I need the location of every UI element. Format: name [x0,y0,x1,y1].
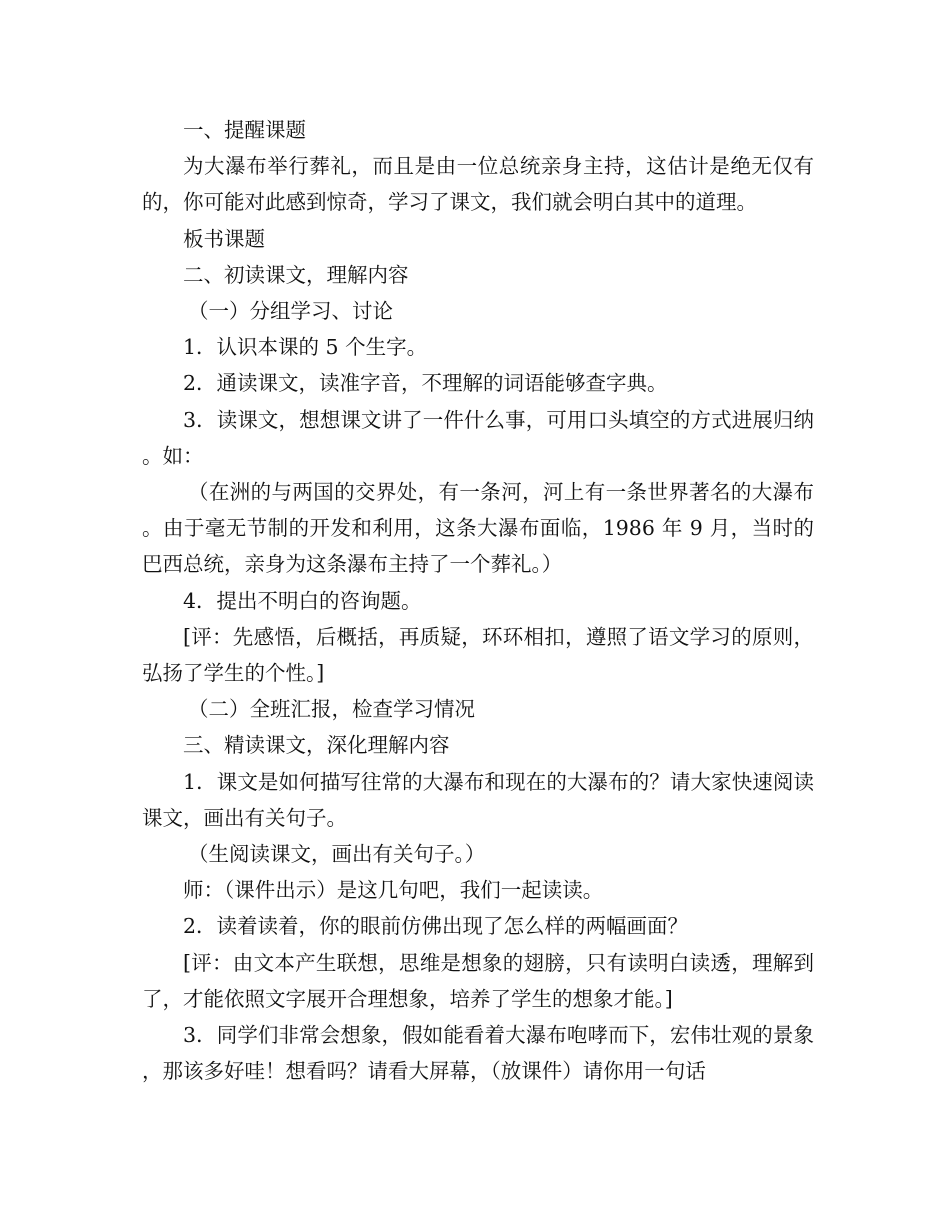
list-item: 1．认识本课的 5 个生字。 [183,335,428,360]
section-heading: 三、精读课文，深化理解内容 [183,733,450,758]
list-item: 3．同学们非常会想象，假如能看着大瀑布咆哮而下，宏伟壮观的景象，那该多好哇！想看吗？请看大屏幕，（放课件）请你用一句话 [142,1023,814,1084]
example-paragraph: （在洲的与两国的交界处，有一条河，河上有一条世界著名的大瀑布。由于毫无节制的开发和利用，这条大瀑布面临，1986 年 9 月，当时的巴西总统，亲身为这条瀑布主持了一个葬礼。） [142,480,814,577]
body-paragraph: 板书课题 [183,226,265,251]
comment-paragraph: [评：由文本产生联想，思维是想象的翅膀，只有读明白读透，理解到了，才能依照文字展开合理想象，培养了学生的想象才能。] [142,950,814,1011]
body-paragraph: （生阅读课文，画出有关句子。） [188,842,486,867]
list-item: 4．提出不明白的咨询题。 [183,588,422,613]
section-heading: 二、初读课文，理解内容 [183,262,409,287]
document-body [142,112,814,1089]
comment-paragraph: [评：先感悟，后概括，再质疑，环环相扣，遵照了语文学习的原则，弘扬了学生的个性。] [142,624,814,686]
subsection-heading: （二）全班汇报，检查学习情况 [188,697,475,722]
section-heading: 一、提醒课题 [183,118,306,142]
list-item: 3．读课文，想想课文讲了一件什么事，可用口头填空的方式进展归纳。如： [142,407,814,468]
list-item: 2．通读课文，读准字音，不理解的词语能够查字典。 [183,371,668,396]
body-paragraph: 师：（课件出示）是这几句吧，我们一起读读。 [183,878,604,903]
intro-paragraph: 为大瀑布举行葬礼，而且是由一位总统亲身主持，这估计是绝无仅有的，你可能对此感到惊奇，学习了课文，我们就会明白其中的道理。 [142,154,814,215]
subsection-heading: （一）分组学习、讨论 [188,299,393,324]
list-item: 1．课文是如何描写往常的大瀑布和现在的大瀑布的？请大家快速阅读课文，画出有关句子。 [142,769,814,830]
list-item: 2．读着读着，你的眼前仿佛出现了怎么样的两幅画面？ [183,914,689,939]
